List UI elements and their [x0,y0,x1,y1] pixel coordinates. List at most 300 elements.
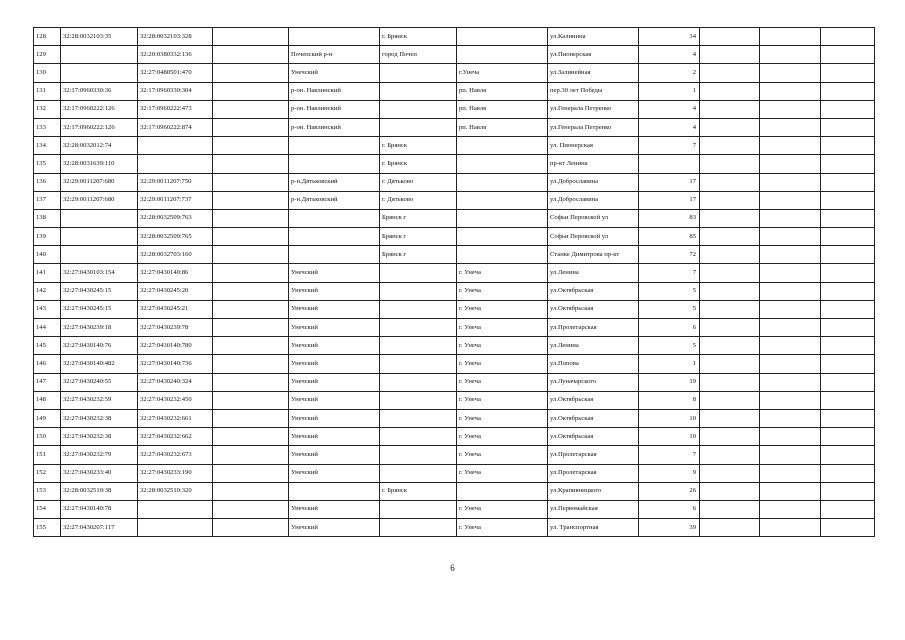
cadastral-number-cell: 32:17:0960330:36 [61,82,138,100]
settlement-cell [457,209,548,227]
extra-cell-2 [760,300,821,318]
object-cadastral-number-cell: 32:27:0430140:780 [138,337,213,355]
table-row [34,464,875,482]
extra-cell-1 [700,282,760,300]
blank-cell [213,100,289,118]
cadastral-number-cell: 32:27:0430140:76 [61,337,138,355]
row-number-cell: 140 [34,246,61,264]
extra-cell-3 [821,82,875,100]
extra-cell-1 [700,300,760,318]
settlement-cell [457,173,548,191]
extra-cell-2 [760,264,821,282]
extra-cell-1 [700,337,760,355]
object-cadastral-number-cell [138,500,213,518]
city-cell: город Почеп [380,46,457,64]
street-cell: ул.Ленина [548,264,639,282]
city-cell: Брянск г [380,209,457,227]
extra-cell-3 [821,64,875,82]
settlement-cell: рп. Навля [457,82,548,100]
extra-cell-2 [760,500,821,518]
blank-cell [213,191,289,209]
table-body [34,28,875,537]
settlement-cell [457,137,548,155]
street-cell: ул.Крапивницкого [548,482,639,500]
district-cell: Унечский [289,428,380,446]
extra-cell-3 [821,482,875,500]
extra-cell-1 [700,228,760,246]
street-cell: ул.Пролетарская [548,446,639,464]
street-cell: ул.Залинейная [548,64,639,82]
cadastral-number-cell: 32:27:0430232:38 [61,428,138,446]
street-cell: пер.30 лет Победы [548,82,639,100]
district-cell: р-он. Навлинский [289,100,380,118]
object-cadastral-number-cell: 32:17:0960222:473 [138,100,213,118]
city-cell [380,300,457,318]
object-cadastral-number-cell: 32:17:0960222:874 [138,118,213,136]
city-cell [380,409,457,427]
extra-cell-2 [760,319,821,337]
blank-cell [213,82,289,100]
extra-cell-2 [760,391,821,409]
extra-cell-1 [700,209,760,227]
table-row [34,82,875,100]
district-cell: Почепский р-н [289,46,380,64]
row-number-cell: 142 [34,282,61,300]
extra-cell-1 [700,264,760,282]
extra-cell-3 [821,337,875,355]
extra-cell-2 [760,191,821,209]
extra-cell-3 [821,191,875,209]
settlement-cell: г. Унеча [457,373,548,391]
extra-cell-3 [821,519,875,537]
city-cell [380,337,457,355]
table-row [34,282,875,300]
settlement-cell [457,155,548,173]
extra-cell-2 [760,428,821,446]
blank-cell [213,519,289,537]
district-cell: Унечский [289,282,380,300]
extra-cell-3 [821,209,875,227]
cadastral-number-cell: 32:27:0430207:117 [61,519,138,537]
row-number-cell: 132 [34,100,61,118]
street-cell: ул.Доброславина [548,173,639,191]
street-cell: ул.Октябрьская [548,391,639,409]
house-number-cell: 4 [639,46,700,64]
street-cell: ул.Пролетарская [548,319,639,337]
table-row [34,118,875,136]
cadastral-number-cell: 32:27:0430233:40 [61,464,138,482]
row-number-cell: 148 [34,391,61,409]
cadastral-number-cell: 32:27:0430245:15 [61,282,138,300]
house-number-cell: 9 [639,464,700,482]
city-cell: г. Брянск [380,137,457,155]
city-cell [380,82,457,100]
object-cadastral-number-cell: 32:27:0480501:470 [138,64,213,82]
row-number-cell: 139 [34,228,61,246]
street-cell: Станке Димитрова пр-кт [548,246,639,264]
cadastral-number-cell [61,246,138,264]
street-cell: Софьи Перовской ул [548,209,639,227]
row-number-cell: 137 [34,191,61,209]
extra-cell-3 [821,500,875,518]
blank-cell [213,46,289,64]
house-number-cell: 85 [639,228,700,246]
object-cadastral-number-cell: 32:27:0430232:673 [138,446,213,464]
house-number-cell: 5 [639,337,700,355]
extra-cell-1 [700,246,760,264]
district-cell: Унечский [289,391,380,409]
extra-cell-3 [821,264,875,282]
blank-cell [213,373,289,391]
table-row [34,173,875,191]
extra-cell-3 [821,464,875,482]
street-cell: ул.Первомайская [548,500,639,518]
blank-cell [213,355,289,373]
extra-cell-2 [760,137,821,155]
row-number-cell: 149 [34,409,61,427]
district-cell: Унечский [289,409,380,427]
object-cadastral-number-cell: 32:27:0430140:736 [138,355,213,373]
cadastral-number-cell: 32:28:0032012:74 [61,137,138,155]
house-number-cell: 4 [639,118,700,136]
table-row [34,391,875,409]
object-cadastral-number-cell: 32:28:0032510:320 [138,482,213,500]
district-cell: Унечский [289,355,380,373]
cadastral-number-cell: 32:27:0430140:78 [61,500,138,518]
cadastral-number-cell [61,64,138,82]
cadastral-number-cell: 32:27:0430232:79 [61,446,138,464]
row-number-cell: 146 [34,355,61,373]
extra-cell-1 [700,137,760,155]
row-number-cell: 133 [34,118,61,136]
object-cadastral-number-cell: 32:27:0430245:21 [138,300,213,318]
extra-cell-3 [821,319,875,337]
row-number-cell: 129 [34,46,61,64]
house-number-cell: 8 [639,391,700,409]
district-cell: Унечский [289,519,380,537]
blank-cell [213,155,289,173]
cadastral-number-cell: 32:17:0960222:126 [61,118,138,136]
blank-cell [213,118,289,136]
house-number-cell [639,155,700,173]
settlement-cell [457,191,548,209]
settlement-cell: г. Унеча [457,355,548,373]
blank-cell [213,137,289,155]
object-cadastral-number-cell: 32:27:0430232:662 [138,428,213,446]
extra-cell-1 [700,464,760,482]
cadastral-number-cell: 32:29:0011207:680 [61,191,138,209]
extra-cell-1 [700,28,760,46]
house-number-cell: 7 [639,264,700,282]
extra-cell-1 [700,428,760,446]
row-number-cell: 152 [34,464,61,482]
extra-cell-3 [821,228,875,246]
extra-cell-1 [700,155,760,173]
city-cell [380,118,457,136]
district-cell: Унечский [289,500,380,518]
settlement-cell: г. Унеча [457,300,548,318]
cadastral-number-cell: 32:29:0011207:680 [61,173,138,191]
extra-cell-1 [700,482,760,500]
district-cell [289,28,380,46]
district-cell: р-он. Навлинский [289,118,380,136]
district-cell [289,228,380,246]
house-number-cell: 72 [639,246,700,264]
extra-cell-3 [821,355,875,373]
object-cadastral-number-cell: 32:27:0430140:86 [138,264,213,282]
extra-cell-1 [700,46,760,64]
cadastral-number-cell: 32:27:0430245:15 [61,300,138,318]
settlement-cell: г. Унеча [457,500,548,518]
city-cell [380,319,457,337]
cadastral-number-cell [61,209,138,227]
district-cell: Унечский [289,64,380,82]
table-row [34,500,875,518]
city-cell [380,464,457,482]
extra-cell-3 [821,373,875,391]
house-number-cell: 7 [639,446,700,464]
object-cadastral-number-cell: 32:29:0011207:750 [138,173,213,191]
street-cell: пр-кт Ленина [548,155,639,173]
table-row [34,409,875,427]
city-cell [380,64,457,82]
table-row [34,46,875,64]
house-number-cell: 6 [639,319,700,337]
extra-cell-1 [700,519,760,537]
extra-cell-2 [760,464,821,482]
city-cell: г. Брянск [380,482,457,500]
table-row [34,337,875,355]
extra-cell-1 [700,118,760,136]
table-row [34,519,875,537]
settlement-cell: рп. Навля [457,100,548,118]
blank-cell [213,500,289,518]
extra-cell-2 [760,519,821,537]
extra-cell-2 [760,482,821,500]
city-cell [380,428,457,446]
extra-cell-3 [821,137,875,155]
settlement-cell: г. Унеча [457,319,548,337]
blank-cell [213,264,289,282]
extra-cell-2 [760,446,821,464]
cadastral-number-cell: 32:27:0430140:482 [61,355,138,373]
table-row [34,300,875,318]
table-row [34,264,875,282]
district-cell: р-н.Дятьковский [289,191,380,209]
cadastral-number-cell: 32:28:0032103:35 [61,28,138,46]
city-cell [380,373,457,391]
cadastral-number-cell [61,46,138,64]
blank-cell [213,64,289,82]
street-cell: ул.Генерала Петренко [548,118,639,136]
object-cadastral-number-cell: 32:27:0430239:78 [138,319,213,337]
cadastral-number-cell: 32:28:0032510:38 [61,482,138,500]
cadastral-number-cell: 32:27:0430239:18 [61,319,138,337]
city-cell: г. Дятьково [380,173,457,191]
extra-cell-3 [821,46,875,64]
street-cell: ул.Пролетарская [548,464,639,482]
object-cadastral-number-cell: 32:20:0380332:136 [138,46,213,64]
extra-cell-2 [760,173,821,191]
city-cell [380,500,457,518]
row-number-cell: 130 [34,64,61,82]
extra-cell-3 [821,446,875,464]
house-number-cell: 1 [639,355,700,373]
blank-cell [213,209,289,227]
settlement-cell [457,482,548,500]
district-cell: Унечский [289,264,380,282]
street-cell: ул.Калинина [548,28,639,46]
table-row [34,355,875,373]
table-row [34,482,875,500]
extra-cell-3 [821,118,875,136]
extra-cell-2 [760,355,821,373]
extra-cell-3 [821,409,875,427]
settlement-cell: г. Унеча [457,264,548,282]
city-cell [380,282,457,300]
street-cell: ул.Октябрьская [548,300,639,318]
street-cell: ул.Луначарского [548,373,639,391]
house-number-cell: 39 [639,519,700,537]
table-row [34,100,875,118]
district-cell: Унечский [289,319,380,337]
extra-cell-3 [821,173,875,191]
district-cell [289,209,380,227]
blank-cell [213,246,289,264]
object-cadastral-number-cell: 32:28:0032509:763 [138,209,213,227]
row-number-cell: 150 [34,428,61,446]
street-cell: ул.Ленина [548,337,639,355]
house-number-cell: 10 [639,428,700,446]
house-number-cell: 5 [639,300,700,318]
street-cell: Софьи Перовской ул [548,228,639,246]
city-cell: Брянск г [380,228,457,246]
settlement-cell: г.Унеча [457,64,548,82]
cadastral-number-cell [61,228,138,246]
street-cell: ул.Октябрьская [548,282,639,300]
row-number-cell: 136 [34,173,61,191]
extra-cell-3 [821,28,875,46]
extra-cell-2 [760,282,821,300]
settlement-cell [457,246,548,264]
district-cell [289,137,380,155]
blank-cell [213,28,289,46]
city-cell [380,355,457,373]
extra-cell-1 [700,319,760,337]
extra-cell-2 [760,82,821,100]
street-cell: ул.Пионерская [548,46,639,64]
object-cadastral-number-cell: 32:29:0011207:737 [138,191,213,209]
extra-cell-3 [821,100,875,118]
street-cell: ул. Транспортная [548,519,639,537]
row-number-cell: 128 [34,28,61,46]
settlement-cell [457,28,548,46]
settlement-cell: г. Унеча [457,464,548,482]
table-row [34,246,875,264]
city-cell [380,100,457,118]
settlement-cell: г. Унеча [457,446,548,464]
settlement-cell [457,46,548,64]
district-cell: р-он. Навлинский [289,82,380,100]
city-cell [380,519,457,537]
object-cadastral-number-cell: 32:27:0430232:661 [138,409,213,427]
object-cadastral-number-cell: 32:28:0032509:765 [138,228,213,246]
street-cell: ул. Пионерская [548,137,639,155]
blank-cell [213,409,289,427]
row-number-cell: 153 [34,482,61,500]
extra-cell-3 [821,300,875,318]
extra-cell-1 [700,82,760,100]
extra-cell-3 [821,155,875,173]
city-cell [380,391,457,409]
table-row [34,137,875,155]
row-number-cell: 144 [34,319,61,337]
object-cadastral-number-cell [138,519,213,537]
cadastral-number-cell: 32:27:0430232:59 [61,391,138,409]
object-cadastral-number-cell [138,155,213,173]
extra-cell-2 [760,118,821,136]
blank-cell [213,337,289,355]
object-cadastral-number-cell: 32:27:0430233:190 [138,464,213,482]
settlement-cell: г. Унеча [457,391,548,409]
blank-cell [213,391,289,409]
extra-cell-3 [821,428,875,446]
district-cell [289,246,380,264]
extra-cell-1 [700,355,760,373]
district-cell: Унечский [289,300,380,318]
settlement-cell: г. Унеча [457,282,548,300]
extra-cell-1 [700,500,760,518]
house-number-cell: 26 [639,482,700,500]
extra-cell-2 [760,64,821,82]
blank-cell [213,482,289,500]
extra-cell-3 [821,282,875,300]
extra-cell-1 [700,64,760,82]
extra-cell-1 [700,191,760,209]
table-row [34,319,875,337]
settlement-cell: г. Унеча [457,428,548,446]
blank-cell [213,464,289,482]
district-cell: Унечский [289,373,380,391]
extra-cell-1 [700,373,760,391]
city-cell: г. Дятьково [380,191,457,209]
house-number-cell: 83 [639,209,700,227]
row-number-cell: 147 [34,373,61,391]
table-row [34,228,875,246]
blank-cell [213,282,289,300]
district-cell [289,155,380,173]
table-row [34,373,875,391]
row-number-cell: 138 [34,209,61,227]
blank-cell [213,228,289,246]
district-cell: Унечский [289,337,380,355]
street-cell: ул.Попова [548,355,639,373]
extra-cell-1 [700,446,760,464]
object-cadastral-number-cell: 32:27:0430232:450 [138,391,213,409]
table-row [34,28,875,46]
object-cadastral-number-cell: 32:28:0032103:328 [138,28,213,46]
extra-cell-2 [760,209,821,227]
city-cell [380,264,457,282]
settlement-cell [457,228,548,246]
settlement-cell: г. Унеча [457,409,548,427]
extra-cell-2 [760,337,821,355]
settlement-cell: г. Унеча [457,337,548,355]
blank-cell [213,300,289,318]
extra-cell-1 [700,173,760,191]
table-row [34,209,875,227]
row-number-cell: 135 [34,155,61,173]
